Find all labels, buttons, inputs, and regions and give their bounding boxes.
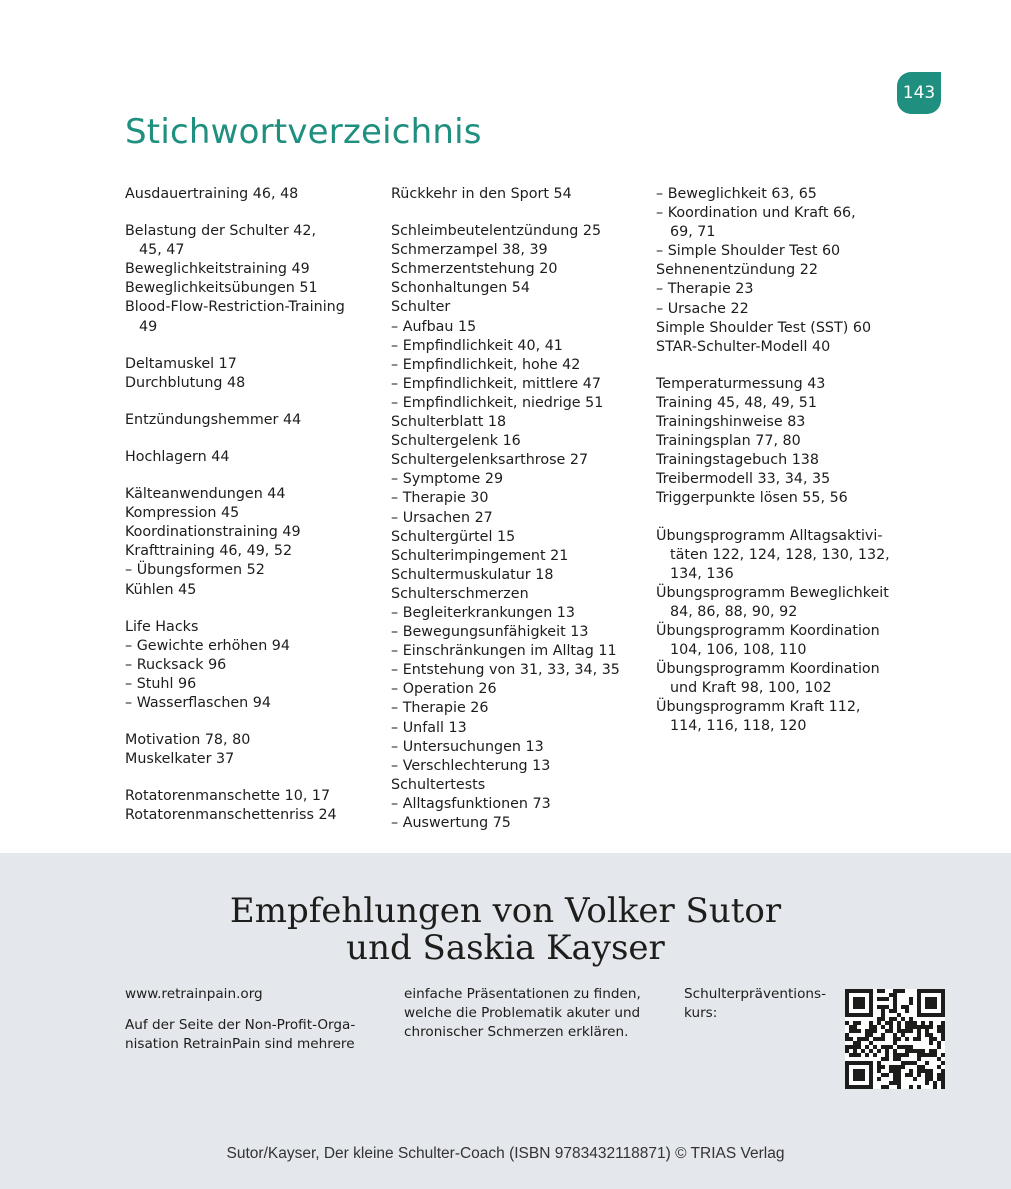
index-entry: und Kraft 98, 100, 102 [670,680,832,697]
index-entry: Schulterschmerzen [391,585,529,602]
index-gap [125,337,380,355]
index-entry: – Ursachen 27 [391,509,493,526]
index-entry: – Ursache 22 [656,300,749,317]
index-entry: – Stuhl 96 [125,675,197,692]
index-gap [656,357,916,375]
index-entry: – Unfall 13 [391,719,467,736]
index-column-1 [125,185,380,825]
index-entry: Rotatorenmanschettenriss 24 [125,807,337,824]
index-entry: Durchblutung 48 [125,374,246,391]
index-entry: – Begleiterkrankungen 13 [391,604,576,621]
index-entry: Schleimbeutelentzündung 25 [391,223,602,240]
qr-code-icon[interactable] [845,989,945,1089]
index-entry: STAR-Schulter-Modell 40 [656,338,831,355]
index-entry: Übungsprogramm Kraft 112, [656,699,861,716]
recommendation-text-line: Schulterpräventions- [684,986,826,1002]
index-entry: Übungsprogramm Beweglichkeit [656,584,889,601]
index-entry: – Rucksack 96 [125,656,227,673]
index-entry: – Operation 26 [391,681,497,698]
index-entry: Muskelkater 37 [125,751,235,768]
index-entry: – Empfindlichkeit, hohe 42 [391,356,581,373]
recommendations-column-3 [684,985,834,1023]
index-entry: Deltamuskel 17 [125,355,237,372]
recommendation-text-line: nisation RetrainPain sind mehrere [125,1036,355,1052]
footer-credit: Sutor/Kayser, Der kleine Schulter-Coach (ISBN 9783432118871) © TRIAS Verlag [226,1145,785,1162]
index-entry: Schonhaltungen 54 [391,280,530,297]
index-column-2 [391,185,646,833]
index-entry: 45, 47 [139,242,185,259]
retrainpain-link[interactable]: www.retrainpain.org [125,986,263,1002]
index-entry: 69, 71 [670,224,716,241]
index-entry: Schultergürtel 15 [391,528,516,545]
index-entry: Schultergelenksarthrose 27 [391,452,589,469]
index-entry: Life Hacks [125,618,199,635]
index-entry: Trainingsplan 77, 80 [656,433,801,450]
page-number-badge: 143 [897,72,941,114]
index-entry: – Symptome 29 [391,471,504,488]
index-entry: Schulterblatt 18 [391,414,507,431]
index-entry: täten 122, 124, 128, 130, 132, [670,546,890,563]
index-entry: Rotatorenmanschette 10, 17 [125,788,331,805]
index-gap [125,430,380,448]
index-entry: – Empfindlichkeit 40, 41 [391,337,563,354]
index-entry: – Empfindlichkeit, niedrige 51 [391,394,604,411]
index-entry: – Beweglichkeit 63, 65 [656,186,817,202]
index-entry: Rückkehr in den Sport 54 [391,186,572,202]
index-entry: Kälteanwendungen 44 [125,486,286,503]
index-entry: – Alltagsfunktionen 73 [391,795,551,812]
index-entry: – Gewichte erhöhen 94 [125,637,290,654]
index-entry: Sehnenentzündung 22 [656,262,818,279]
index-entry: Belastung der Schulter 42, [125,223,317,240]
index-entry: – Therapie 23 [656,281,754,298]
recommendations-column-1 [125,985,375,1054]
index-entry: Schulterimpingement 21 [391,547,569,564]
recommendations-title-line-2: und Saskia Kayser [346,928,665,968]
index-entry: 49 [139,318,158,335]
index-entry: Schultermuskulatur 18 [391,566,554,583]
index-entry: – Aufbau 15 [391,318,477,335]
index-entry: – Einschränkungen im Alltag 11 [391,643,617,660]
index-entry: Hochlagern 44 [125,448,230,465]
index-entry: – Auswertung 75 [391,815,511,831]
index-entry: Krafttraining 46, 49, 52 [125,543,293,560]
index-entry: – Verschlechterung 13 [391,757,551,774]
index-entry: Blood-Flow-Restriction-Training [125,299,345,316]
index-entry: Entzündungshemmer 44 [125,411,302,428]
index-entry: Training 45, 48, 49, 51 [656,394,817,411]
index-gap [656,509,916,527]
index-entry: Triggerpunkte lösen 55, 56 [656,490,848,507]
index-gap [125,600,380,618]
index-entry: Übungsprogramm Koordination [656,661,880,678]
recommendations-title-line-1: Empfehlungen von Volker Sutor [229,891,782,931]
index-entry: Schultergelenk 16 [391,433,521,450]
index-gap [125,204,380,222]
index-entry: – Therapie 30 [391,490,489,507]
index-entry: Übungsprogramm Koordination [656,622,880,639]
index-gap [125,467,380,485]
index-gap [125,769,380,787]
index-entry: Schmerzentstehung 20 [391,261,558,278]
index-entry: – Bewegungsunfähigkeit 13 [391,624,589,641]
index-entry: Übungsprogramm Alltagsaktivi- [656,527,883,544]
index-entry: Beweglichkeitsübungen 51 [125,280,318,297]
index-entry: 84, 86, 88, 90, 92 [670,603,798,620]
index-entry: Beweglichkeitstraining 49 [125,261,310,278]
recommendation-text-line: kurs: [684,1005,718,1021]
index-entry: Temperaturmessung 43 [656,375,826,392]
index-entry: 104, 106, 108, 110 [670,642,807,659]
index-entry: – Koordination und Kraft 66, [656,205,856,222]
index-entry: Simple Shoulder Test (SST) 60 [656,319,872,336]
index-entry: 134, 136 [670,565,734,582]
index-entry: Koordinationstraining 49 [125,524,301,541]
recommendations-title [0,893,1011,967]
index-entry: Kompression 45 [125,505,240,522]
index-entry: – Empfindlichkeit, mittlere 47 [391,375,601,392]
index-gap [125,393,380,411]
index-entry: Schmerzampel 38, 39 [391,242,548,259]
index-entry: – Therapie 26 [391,700,489,717]
index-column-3 [656,185,916,737]
recommendation-text-line: einfache Präsentationen zu finden, [404,986,641,1002]
recommendation-text-line: Auf der Seite der Non-Profit-Orga- [125,1017,356,1033]
index-gap [391,204,646,222]
index-entry: – Untersuchungen 13 [391,738,544,755]
recommendation-text-line: chronischer Schmerzen erklären. [404,1024,629,1040]
index-entry: – Entstehung von 31, 33, 34, 35 [391,662,620,679]
index-entry: Treibermodell 33, 34, 35 [656,471,831,488]
index-gap [125,713,380,731]
recommendations-column-2 [404,985,664,1042]
index-entry: Kühlen 45 [125,581,197,598]
index-entry: Schulter [391,299,451,316]
index-entry: – Wasserflaschen 94 [125,694,271,711]
page-title: Stichwortverzeichnis [125,112,482,152]
index-entry: Trainingshinweise 83 [656,414,806,431]
index-entry: 114, 116, 118, 120 [670,718,807,735]
recommendation-text-line: welche die Problematik akuter und [404,1005,641,1021]
index-entry: – Übungsformen 52 [125,562,265,579]
index-entry: – Simple Shoulder Test 60 [656,243,841,260]
index-entry: Schultertests [391,776,486,793]
index-entry: Trainingstagebuch 138 [656,452,819,469]
index-entry: Ausdauertraining 46, 48 [125,186,299,202]
index-entry: Motivation 78, 80 [125,732,251,749]
